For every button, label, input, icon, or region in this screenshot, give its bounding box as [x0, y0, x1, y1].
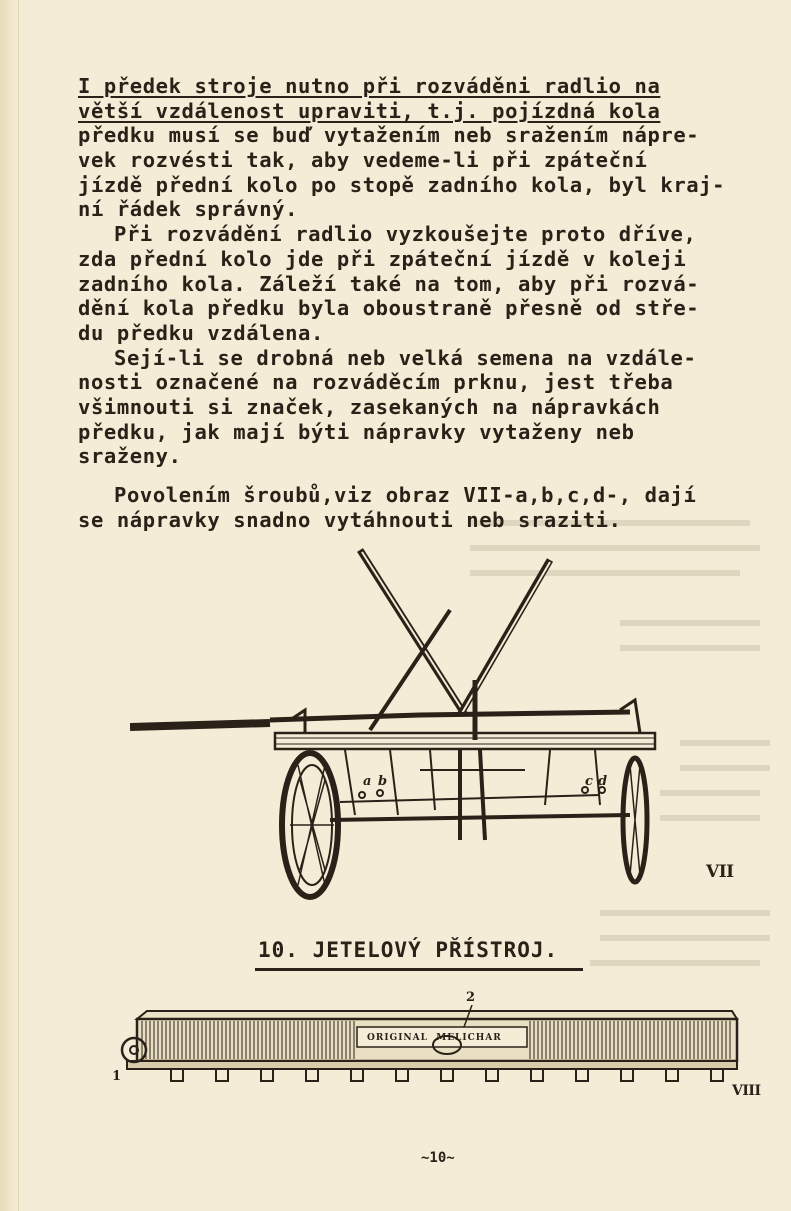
- figure-letter-d: d: [598, 774, 607, 789]
- text-line: dění kola předku byla oboustraně přesně od stře-: [78, 296, 700, 321]
- text-line: vek rozvésti tak, aby vedeme-li při zpáteční: [78, 148, 648, 173]
- title-underline: [255, 968, 583, 971]
- text-line-underlined: větší vzdálenost upraviti, t.j. pojízdná kola: [78, 98, 661, 123]
- text-line: Povolením šroubů,viz obraz VII-a,b,c,d-, dají: [114, 483, 697, 507]
- text-line: nosti označené na rozváděcím prknu, jest třeba: [78, 370, 674, 395]
- figure-vii-label: VII: [706, 862, 734, 882]
- text-line: Sejí-li se drobná neb velká semena na vzdále-: [114, 345, 697, 370]
- text-line: jízdě přední kolo po stopě zadního kola, byl kraj-: [78, 172, 726, 197]
- text-line: du předku vzdálena.: [78, 320, 324, 345]
- figure-letter-c: c: [585, 774, 593, 789]
- callout-1: 1: [112, 1069, 121, 1084]
- figure-letter-b: b: [378, 774, 387, 789]
- page-number: ~10~: [421, 1150, 455, 1166]
- page-binding-edge: [0, 0, 19, 1211]
- figure-viii-label: VIII: [732, 1083, 761, 1099]
- text-line: všimnouti si značek, zasekaných na nápravkách: [78, 394, 661, 419]
- text-line: zadního kola. Záleží také na tom, aby při rozvá-: [78, 271, 700, 296]
- text-line: sraženy.: [78, 444, 182, 469]
- text-line: ní řádek správný.: [78, 197, 299, 222]
- text-line: se nápravky snadno vytáhnouti neb sraziti.: [78, 507, 622, 532]
- box-brand-text: ORIGINAL MELICHAR: [367, 1033, 502, 1043]
- callout-2: 2: [466, 990, 475, 1005]
- text-line: zda přední kolo jde při zpáteční jízdě v koleji: [78, 246, 687, 271]
- text-line: I předek stroje nutno při rozváděni radlio na: [78, 74, 661, 98]
- text-line: Při rozvádění radlio vyzkoušejte proto dříve,: [114, 222, 697, 247]
- figure-letter-a: a: [363, 774, 371, 789]
- text-line: předku, jak mají býti nápravky vytaženy neb: [78, 419, 635, 444]
- section-title: 10. JETELOVÝ PŘÍSTROJ.: [258, 938, 559, 962]
- clover-attachment-illustration: [112, 1005, 752, 1100]
- seed-drill-illustration: [130, 540, 670, 910]
- body-text: [78, 74, 768, 532]
- text-line: předku musí se buď vytažením neb sražením nápre-: [78, 123, 700, 148]
- text-line: [78, 99, 768, 124]
